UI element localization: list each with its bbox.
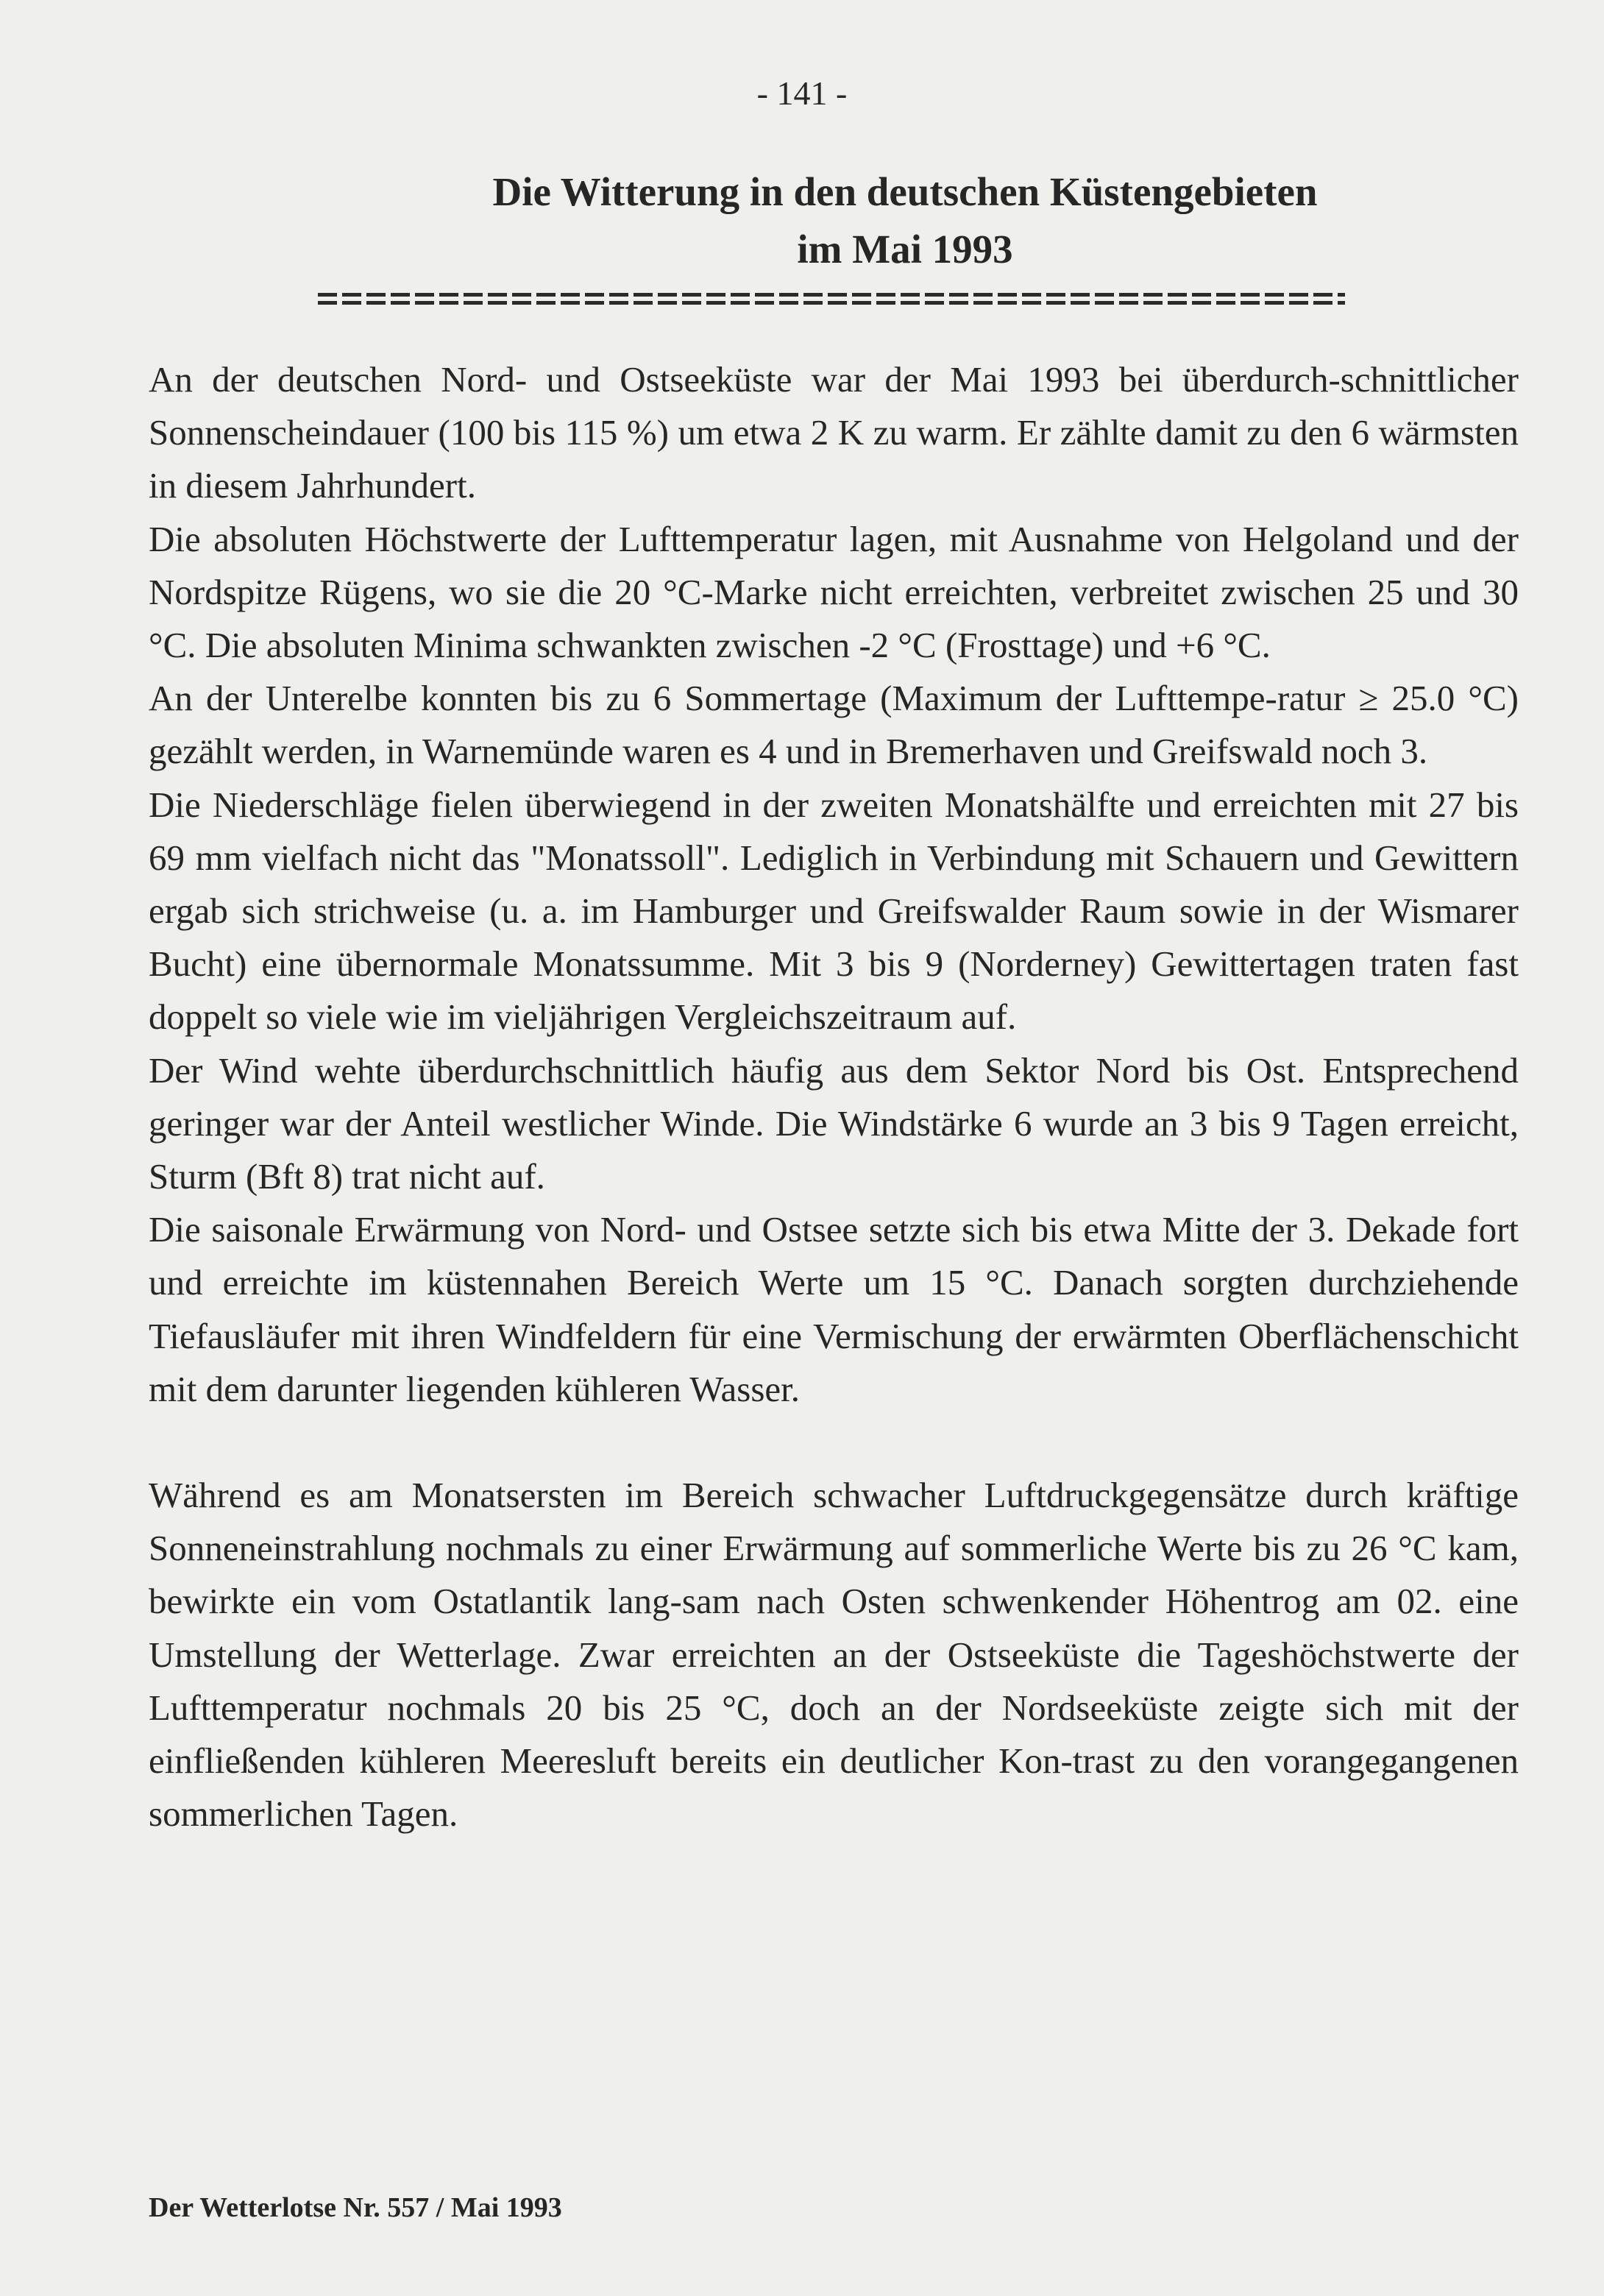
paragraph-wind: Der Wind wehte überdurchschnittlich häufig aus dem Sektor Nord bis Ost. Entsprechend geringer war der Anteil westlicher Winde. Die Windstärke 6 wurde an 3 bis 9 Tagen erreicht, Sturm (Bft 8) trat nicht auf. xyxy=(149,1049,1519,1197)
paragraph-sea-temperature: Die saisonale Erwärmung von Nord- und Ostsee setzte sich bis etwa Mitte der 3. Dekade fort und erreichte im küstennahen Bereich Werte um 15 °C. Danach sorgten durchziehende Tiefausläufer mit ihren Windfeldern für eine Vermischung der erwärmten Oberflächenschicht mit dem darunter liegenden kühleren Wasser. xyxy=(149,1209,1519,1409)
document-title xyxy=(0,163,1604,278)
page-footer: Der Wetterlotse Nr. 557 / Mai 1993 xyxy=(149,2192,562,2223)
paragraph-gap xyxy=(149,1416,1519,1469)
paragraph-summer-days: An der Unterelbe konnten bis zu 6 Sommertage (Maximum der Lufttempe-ratur ≥ 25.0 °C) gezählt werden, in Warnemünde waren es 4 und in Bremerhaven und Greifswald noch 3. xyxy=(149,678,1519,772)
paragraph-weather-course: Während es am Monatsersten im Bereich schwacher Luftdruckgegensätze durch kräftige Sonneneinstrahlung nochmals zu einer Erwärmung auf sommerliche Werte bis zu 26 °C kam, bewirkte ein vom Ostatlantik lang-sam nach Osten schwenkender Höhentrog am 02. eine Umstellung der Wetterlage. Zwar erreichten an der Ostseeküste die Tageshöchstwerte der Lufttemperatur nochmals 20 bis 25 °C, doch an der Nordseeküste zeigte sich mit der einfließenden kühleren Meeresluft bereits ein deutlicher Kon-trast zu den vorangegangenen sommerlichen Tagen. xyxy=(149,1475,1519,1835)
title-line-1: Die Witterung in den deutschen Küstengebieten xyxy=(492,169,1318,214)
paragraph-temperature-summary: An der deutschen Nord- und Ostseeküste war der Mai 1993 bei überdurch-schnittlicher Sonnenscheindauer (100 bis 115 %) um etwa 2 K zu warm. Er zählte damit zu den 6 wärmsten in diesem Jahrhundert. xyxy=(149,359,1519,506)
paragraph-precipitation: Die Niederschläge fielen überwiegend in der zweiten Monatshälfte und erreichten mit 27 bis 69 mm vielfach nicht das "Monatssoll". Lediglich in Verbindung mit Schauern und Gewittern ergab sich strichweise (u. a. im Hamburger und Greifswalder Raum sowie in der Wismarer Bucht) eine übernormale Monatssumme. Mit 3 bis 9 (Norderney) Gewittertagen traten fast doppelt so viele wie im vieljährigen Vergleichszeitraum auf. xyxy=(149,784,1519,1038)
paragraph-extreme-temperatures: Die absoluten Höchstwerte der Lufttemperatur lagen, mit Ausnahme von Helgoland und der Nordspitze Rügens, wo sie die 20 °C-Marke nicht erreichten, verbreitet zwischen 25 und 30 °C. Die absoluten Minima schwankten zwischen -2 °C (Frosttage) und +6 °C. xyxy=(149,518,1519,666)
title-line-2: im Mai 1993 xyxy=(797,227,1013,272)
page-number: - 141 - xyxy=(756,74,848,112)
title-double-underline xyxy=(318,293,1345,306)
article-body xyxy=(149,353,1519,1840)
